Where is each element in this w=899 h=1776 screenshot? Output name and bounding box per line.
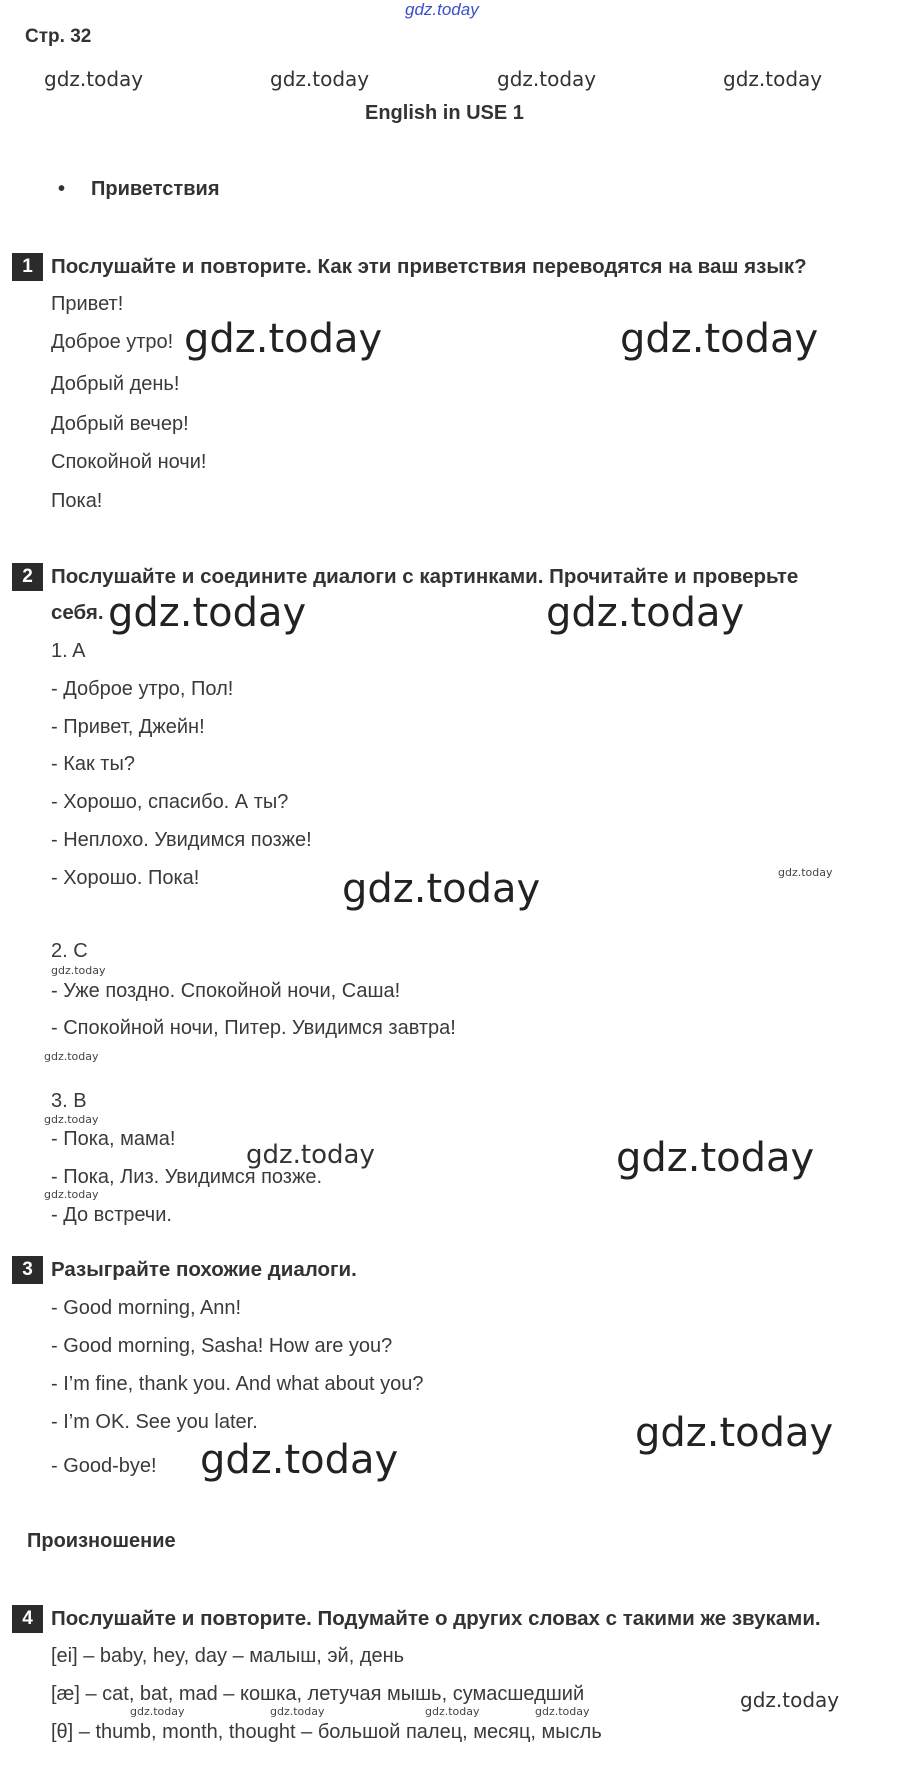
watermark-tiny: gdz.today [270, 1705, 325, 1718]
dialog3-line: - Пока, мама! [51, 1128, 176, 1150]
task4-line: [æ] – cat, bat, mad – кошка, летучая мышь, сумасшедший [51, 1683, 585, 1705]
watermark-tiny: gdz.today [425, 1705, 480, 1718]
watermark-large: gdz.today [546, 590, 745, 636]
page-label: Стр. 32 [25, 26, 92, 47]
task4-line: [ei] – baby, hey, day – малыш, эй, день [51, 1645, 405, 1667]
task3-line: - Good morning, Ann! [51, 1297, 242, 1319]
watermark-large: gdz.today [108, 590, 307, 636]
dialog1-label: 1. A [51, 640, 86, 662]
task1-line: Доброе утро! [51, 331, 174, 353]
dialog1-line: - Неплохо. Увидимся позже! [51, 829, 312, 851]
task-number-4: 4 [12, 1605, 43, 1633]
watermark-tiny: gdz.today [535, 1705, 590, 1718]
task4-line: [θ] – thumb, month, thought – большой палец, месяц, мысль [51, 1721, 602, 1743]
task3-line: - I’m OK. See you later. [51, 1411, 258, 1433]
task-number-3: 3 [12, 1256, 43, 1284]
dialog2-line: - Спокойной ночи, Питер. Увидимся завтра! [51, 1017, 456, 1039]
task1-instruction: Послушайте и повторите. Как эти приветствия переводятся на ваш язык? [51, 255, 807, 278]
task3-line: - Good morning, Sasha! How are you? [51, 1335, 393, 1357]
watermark-large: gdz.today [342, 866, 541, 912]
dialog1-line: - Хорошо. Пока! [51, 867, 200, 889]
watermark-tiny: gdz.today [778, 866, 833, 879]
page-title: English in USE 1 [365, 102, 524, 124]
watermark-small: gdz.today [270, 67, 370, 91]
dialog2-label: 2. C [51, 940, 88, 962]
task3-line: - Good-bye! [51, 1455, 157, 1477]
watermark-tiny: gdz.today [44, 1113, 99, 1126]
watermark-tiny: gdz.today [44, 1188, 99, 1201]
task1-line: Пока! [51, 490, 103, 512]
watermark-small: gdz.today [723, 67, 823, 91]
task3-line: - I’m fine, thank you. And what about you? [51, 1373, 424, 1395]
watermark-large: gdz.today [620, 316, 819, 362]
task-number-2: 2 [12, 563, 43, 591]
watermark-large: gdz.today [635, 1410, 834, 1456]
dialog3-line: - До встречи. [51, 1204, 172, 1226]
watermark-medium: gdz.today [246, 1140, 375, 1170]
task3-instruction: Разыграйте похожие диалоги. [51, 1258, 357, 1281]
watermark-large: gdz.today [200, 1437, 399, 1483]
watermark-tiny: gdz.today [44, 1050, 99, 1063]
watermark-large: gdz.today [184, 316, 383, 362]
task1-line: Спокойной ночи! [51, 451, 207, 473]
dialog3-line: - Пока, Лиз. Увидимся позже. [51, 1166, 323, 1188]
dialog1-line: - Доброе утро, Пол! [51, 678, 234, 700]
watermark-tiny: gdz.today [51, 964, 106, 977]
watermark-large: gdz.today [616, 1135, 815, 1181]
bullet-topic: Приветствия [91, 178, 220, 200]
section-heading: Произношение [27, 1530, 176, 1552]
task1-line: Добрый вечер! [51, 413, 189, 435]
dialog2-line: - Уже поздно. Спокойной ночи, Саша! [51, 980, 401, 1002]
watermark-small: gdz.today [44, 67, 144, 91]
dialog3-label: 3. B [51, 1090, 87, 1112]
dialog1-line: - Как ты? [51, 753, 135, 775]
watermark-small: gdz.today [497, 67, 597, 91]
task2-instruction-line1: Послушайте и соедините диалоги с картинками. Прочитайте и проверьте [51, 565, 799, 588]
watermark-small: gdz.today [740, 1688, 840, 1712]
watermark-tiny: gdz.today [130, 1705, 185, 1718]
task2-instruction-line2: себя. [51, 601, 104, 624]
dialog1-line: - Хорошо, спасибо. А ты? [51, 791, 289, 813]
task1-line: Добрый день! [51, 373, 180, 395]
watermark-top: gdz.today [405, 0, 479, 19]
task-number-1: 1 [12, 253, 43, 281]
bullet-dot: • [58, 178, 66, 200]
task4-instruction: Послушайте и повторите. Подумайте о других словах с такими же звуками. [51, 1607, 821, 1630]
dialog1-line: - Привет, Джейн! [51, 716, 205, 738]
task1-line: Привет! [51, 293, 124, 315]
